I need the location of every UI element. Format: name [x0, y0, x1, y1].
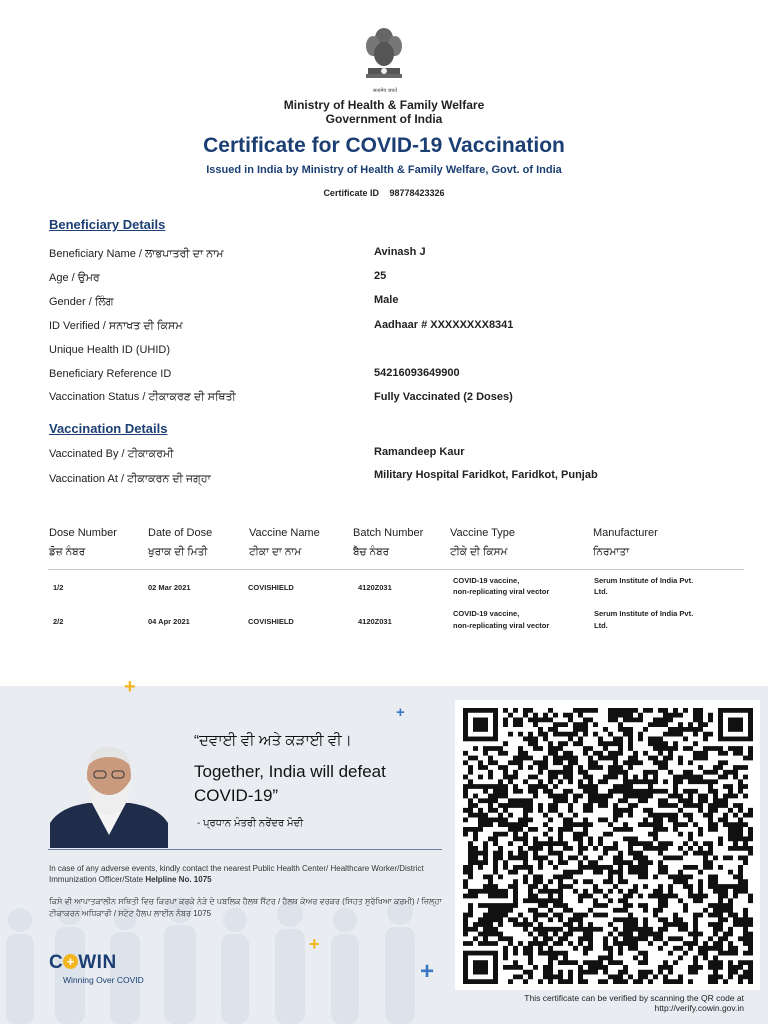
batch-number-cell: 4120Z031 — [358, 583, 392, 592]
plus-decoration-icon: + — [309, 934, 320, 954]
manufacturer-cell-line1: Serum Institute of India Pvt. — [594, 576, 694, 585]
vaccination-heading: Vaccination Details — [49, 421, 168, 436]
verify-note-line1: This certificate can be verified by scanning the QR code at — [524, 993, 744, 1003]
col-vaccine-type: Vaccine Type — [450, 527, 516, 539]
quote-english: Together, India will defeat COVID-19” — [194, 762, 386, 805]
vaccine-type-cell-line1: COVID-19 vaccine, — [453, 609, 520, 618]
quote-punjabi: “ਦਵਾਈ ਵੀ ਅਤੇ ਕੜਾਈ ਵੀ। — [194, 732, 352, 749]
certificate-id-label: Certificate ID — [323, 188, 379, 198]
emblem-motto: सत्यमेव जयते — [372, 88, 398, 94]
cowin-plus-icon: + — [63, 954, 78, 969]
col-batch-number-pa: ਬੈਚ ਨੰਬਰ — [353, 546, 390, 558]
vaccination-status-label: Vaccination Status / ਟੀਕਾਕਰਣ ਦੀ ਸਥਿਤੀ — [49, 391, 236, 403]
dose-number-cell: 2/2 — [53, 617, 64, 626]
dose-date-cell: 04 Apr 2021 — [148, 617, 190, 626]
vaccination-status-value: Fully Vaccinated (2 Doses) — [374, 391, 513, 403]
vaccine-type-cell-line2: non-replicating viral vector — [453, 621, 550, 630]
issued-by: Issued in India by Ministry of Health & Family Welfare, Govt. of India — [206, 164, 562, 176]
col-dose-number-pa: ਡੋਜ਼ ਨੰਬਰ — [49, 546, 86, 558]
col-vaccine-name-pa: ਟੀਕਾ ਦਾ ਨਾਮ — [249, 546, 302, 558]
table-header-divider — [48, 569, 744, 570]
plus-decoration-icon: + — [124, 676, 136, 698]
cowin-logo — [49, 952, 117, 974]
vaccine-type-cell-line1: COVID-19 vaccine, — [453, 576, 520, 585]
vaccination-at-value: Military Hospital Faridkot, Faridkot, Punjab — [374, 469, 598, 481]
col-date-of-dose-pa: ਖੁਰਾਕ ਦੀ ਮਿਤੀ — [148, 546, 208, 558]
cowin-tagline: Winning Over COVID — [63, 975, 144, 985]
vaccine-name-cell: COVISHIELD — [248, 583, 294, 592]
batch-number-cell: 4120Z031 — [358, 617, 392, 626]
beneficiary-name-label: Beneficiary Name / ਲਾਭਪਾਤਰੀ ਦਾ ਨਾਮ — [49, 248, 224, 260]
id-verified-value: Aadhaar # XXXXXXXX8341 — [374, 319, 514, 331]
certificate-id — [0, 188, 768, 198]
national-emblem-icon — [362, 24, 406, 86]
col-vaccine-type-pa: ਟੀਕੇ ਦੀ ਕਿਸਮ — [450, 546, 508, 558]
dose-date-cell: 02 Mar 2021 — [148, 583, 191, 592]
gender-value: Male — [374, 294, 399, 306]
age-value: 25 — [374, 270, 387, 282]
reference-id-value: 54216093649900 — [374, 367, 460, 379]
id-verified-label: ID Verified / ਸਨਾਖਤ ਦੀ ਕਿਸਮ — [49, 320, 183, 332]
col-batch-number: Batch Number — [353, 527, 424, 539]
col-date-of-dose: Date of Dose — [148, 527, 213, 539]
col-dose-number: Dose Number — [49, 527, 117, 539]
manufacturer-cell-line1: Serum Institute of India Pvt. — [594, 609, 694, 618]
cowin-logo-rest: WIN — [78, 952, 117, 973]
vaccinated-by-value: Ramandeep Kaur — [374, 446, 465, 458]
helpline-number: Helpline No. 1075 — [145, 875, 212, 884]
quote-attribution: - ਪ੍ਰਧਾਨ ਮੰਤਰੀ ਨਰੇਂਦਰ ਮੋਦੀ — [197, 818, 304, 829]
prime-minister-photo — [50, 735, 168, 848]
verify-note — [440, 993, 744, 1013]
uhid-label: Unique Health ID (UHID) — [49, 344, 171, 356]
plus-decoration-icon: + — [420, 958, 435, 985]
vaccine-name-cell: COVISHIELD — [248, 617, 294, 626]
cowin-logo-c: C — [49, 952, 64, 973]
vaccine-type-cell-line2: non-replicating viral vector — [453, 587, 550, 596]
certificate-id-value: 98778423326 — [389, 188, 445, 198]
adverse-events-notice-punjabi: ਕਿਸੇ ਵੀ ਆਪਾਤਕਾਲੀਨ ਸਥਿਤੀ ਵਿਚ ਕਿਰਪਾ ਕਰਕੇ ਨੇੜੇ ਦੇ ਪਬਲਿਕ ਹੈਲਥ ਸੈਂਟਰ / ਹੈਲਥ ਕੇਅਰ ਵਰਕਰ (ਸਿਹਤ ਸੁਰੱਖਿਆ ਕਰਮੀ) / ਜ਼ਿਲ੍ਹਾ ਟੀਕਾਕਰਨ ਅਧਿਕਾਰੀ / ਸਟੇਟ ਹੈਲਪ ਲਾਈਨ ਨੰਬਰ 1075 — [49, 897, 442, 918]
manufacturer-cell-line2: Ltd. — [594, 587, 608, 596]
plus-decoration-icon: + — [396, 704, 405, 721]
adverse-events-text: In case of any adverse events, kindly contact the nearest Public Health Center/ Healthcare Worker/District Immunization Officer/State — [49, 864, 424, 884]
adverse-events-notice — [49, 863, 449, 885]
manufacturer-cell-line2: Ltd. — [594, 621, 608, 630]
verify-url: http://verify.cowin.gov.in — [654, 1003, 744, 1013]
age-label: Age / ਉਮਰ — [49, 272, 100, 284]
government-name: Government of India — [325, 112, 443, 126]
reference-id-label: Beneficiary Reference ID — [49, 368, 172, 380]
gender-label: Gender / ਲਿੰਗ — [49, 296, 114, 308]
vaccination-at-label: Vaccination At / ਟੀਕਾਕਰਨ ਦੀ ਜਗ੍ਹਾ — [49, 473, 211, 485]
ministry-name: Ministry of Health & Family Welfare — [283, 98, 485, 112]
beneficiary-heading: Beneficiary Details — [49, 217, 166, 232]
dose-number-cell: 1/2 — [53, 583, 64, 592]
col-manufacturer: Manufacturer — [593, 527, 658, 539]
qr-code-icon — [463, 708, 753, 984]
beneficiary-name-value: Avinash J — [374, 246, 426, 258]
footer-divider — [48, 849, 442, 850]
vaccinated-by-label: Vaccinated By / ਟੀਕਾਕਰਮੀ — [49, 448, 174, 460]
col-vaccine-name: Vaccine Name — [249, 527, 320, 539]
certificate-title: Certificate for COVID-19 Vaccination — [203, 134, 565, 157]
col-manufacturer-pa: ਨਿਰਮਾਤਾ — [593, 546, 630, 558]
